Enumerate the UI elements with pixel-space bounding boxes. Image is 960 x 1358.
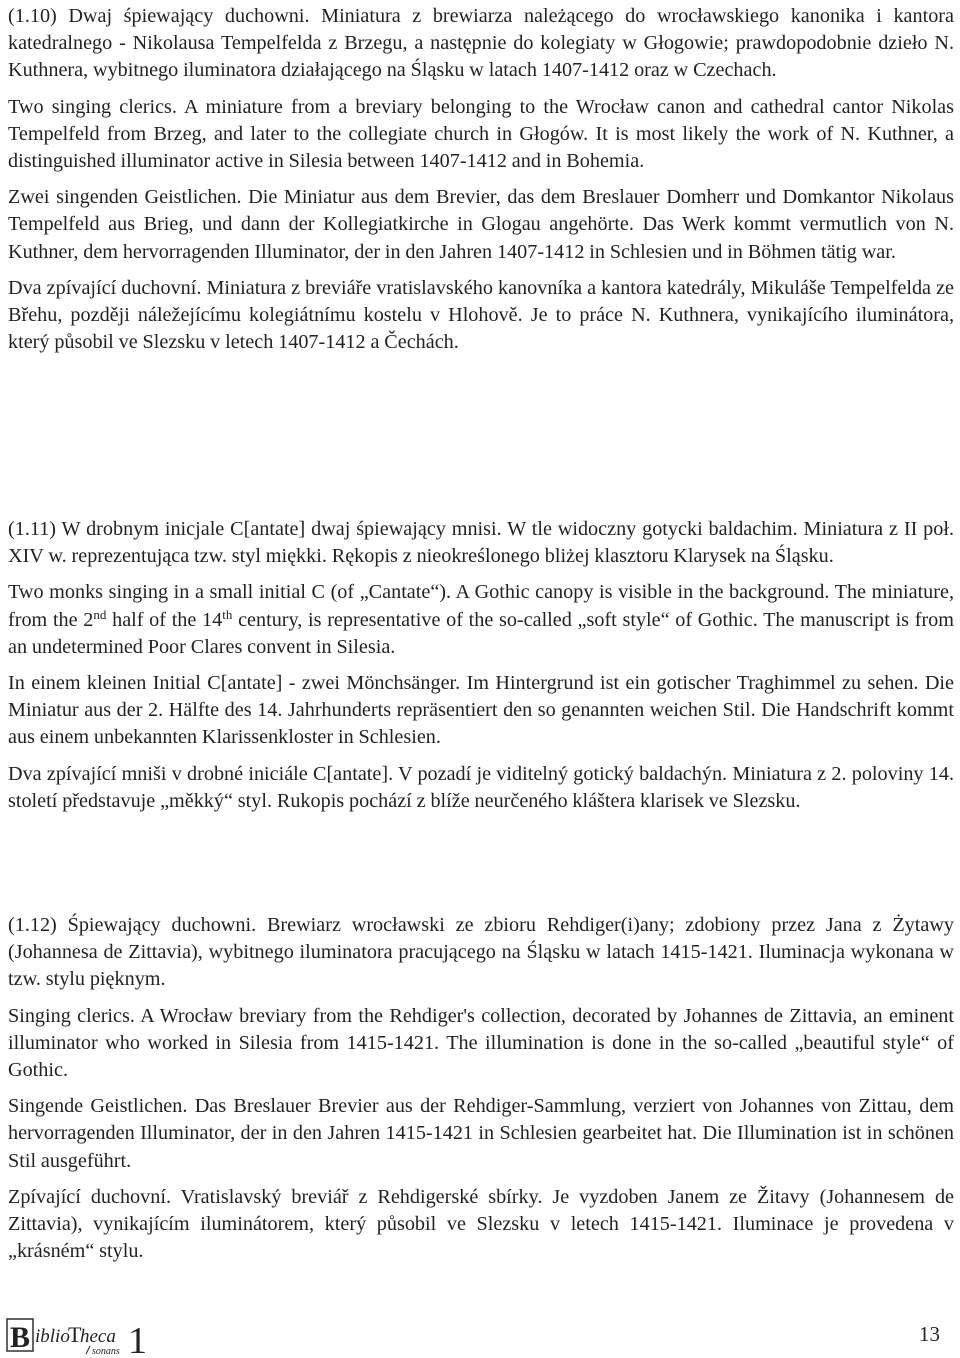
svg-text:1: 1 bbox=[128, 1320, 147, 1356]
paragraph-text: century, is representative of the so-called „soft style“ of Gothic. The manuscript is from an undetermined Poor Clares convent in Silesia. bbox=[8, 608, 954, 658]
paragraph-czech: Dva zpívající mniši v drobné iniciále C[antate]. V pozadí je viditelný gotický baldachýn. Miniatura z 2. poloviny 14. století představuje „měkký“ styl. Rukopis pochází z blíže neurčeného kláštera klarisek ve Slezsku. bbox=[8, 762, 954, 812]
page-footer bbox=[0, 1312, 960, 1358]
item-number: (1.12) bbox=[8, 914, 57, 936]
paragraph-german: In einem kleinen Initial C[antate] - zwei Mönchsänger. Im Hintergrund ist ein gotischer Traghimmel zu sehen. Die Miniatur aus der 2. Hälfte des 14. Jahrhunderts repräsentiert den so genannten weichen Stil. Die Handschrift kommt aus einem unbekannten Klarissenkloster in Schlesien. bbox=[8, 672, 954, 749]
item-number: (1.10) bbox=[8, 5, 57, 27]
paragraph-czech: Dva zpívající duchovní. Miniatura z breviáře vratislavského kanovníka a kantora katedrály, Mikuláše Tempelfelda ze Břehu, později náležejícímu kolegiátnímu kostelu v Hlohově. Je to práce N. Kuthnera, vynikajícího iluminátora, který působil ve Slezsku v letech 1407-1412 a Čechách. bbox=[8, 276, 954, 354]
item-number: (1.11) bbox=[8, 518, 57, 540]
paragraph-english: Singing clerics. A Wrocław breviary from the Rehdiger's collection, decorated by Johannes de Zittavia, an eminent illuminator who worked in Silesia from 1415-1421. The illumination is done in the so-called „beautiful style“ of Gothic. bbox=[8, 1004, 954, 1082]
svg-text:iblio: iblio bbox=[35, 1326, 70, 1347]
paragraph-polish bbox=[8, 912, 954, 994]
paragraph-german: Singende Geistlichen. Das Breslauer Brevier aus der Rehdiger-Sammlung, verziert von Johannes von Zittau, dem hervorragenden Illuminator, der in den Jahren 1415-1421 in Schlesien gearbeitet hat. Die Illumination ist in schönen Stil ausgeführt. bbox=[8, 1095, 954, 1172]
ordinal-suffix: th bbox=[222, 606, 233, 622]
page-number: 13 bbox=[919, 1322, 940, 1346]
paragraph-german: Zwei singenden Geistlichen. Die Miniatur aus dem Brevier, das dem Breslauer Domherr und Domkantor Nikolaus Tempelfeld aus Brieg, und dann der Kollegiatkirche in Glogau angehörte. Das Werk kommt vermutlich von N. Kuthner, dem hervorragenden Illuminator, der in den Jahren 1407-1412 in Schlesien und in Böhmen tätig war. bbox=[8, 186, 954, 263]
section-1-11 bbox=[8, 516, 954, 815]
section-1-10 bbox=[8, 3, 954, 356]
paragraph-polish bbox=[8, 516, 954, 570]
paragraph-polish bbox=[8, 3, 954, 85]
section-1-12 bbox=[8, 912, 954, 1265]
paragraph-english bbox=[8, 579, 954, 661]
svg-text:sonans: sonans bbox=[92, 1346, 120, 1356]
svg-text:B: B bbox=[10, 1321, 31, 1354]
bibliotheca-sonans-logo bbox=[6, 1316, 162, 1356]
paragraph-text: Śpiewający duchowni. Brewiarz wrocławski ze zbioru Rehdiger(i)any; zdobiony przez Jana z Żytawy (Johannesa de Zittavia), wybitnego iluminatora pracującego na Śląsku w latach 1415-1421. Iluminacja wykonana w tzw. stylu pięknym. bbox=[8, 914, 954, 991]
paragraph-czech: Zpívající duchovní. Vratislavský breviář z Rehdigerské sbírky. Je vyzdoben Janem ze Žitavy (Johannesem de Zittavia), vynikajícím iluminátorem, který působil ve Slezsku v letech 1415-1421. Iluminace je provedena v „krásném“ stylu. bbox=[8, 1185, 954, 1263]
paragraph-text: Dwaj śpiewający duchowni. Miniatura z brewiarza należącego do wrocławskiego kanonika i kantora katedralnego - Nikolausa Tempelfelda z Brzegu, a następnie do kolegiaty w Głogowie; prawdopodobnie dzieło N. Kuthnera, wybitnego iluminatora działającego na Śląsku w latach 1407-1412 oraz w Czechach. bbox=[8, 5, 954, 82]
ordinal-suffix: nd bbox=[93, 606, 107, 622]
paragraph-text: Two monks singing in a small initial C (of „Cantate“). A Gothic canopy is visible in the background. The miniature, from the 2 bbox=[8, 581, 954, 631]
paragraph-text: half of the 14 bbox=[106, 608, 223, 631]
svg-text:T: T bbox=[68, 1322, 82, 1347]
svg-text:heca: heca bbox=[80, 1326, 116, 1347]
paragraph-text: W drobnym inicjale C[antate] dwaj śpiewający mnisi. W tle widoczny gotycki baldachim. Miniatura z II poł. XIV w. reprezentująca tzw. styl miękki. Rękopis z nieokreślonego bliżej klasztoru Klarysek na Śląsku. bbox=[8, 518, 954, 568]
paragraph-english: Two singing clerics. A miniature from a breviary belonging to the Wrocław canon and cathedral cantor Nikolas Tempelfeld from Brzeg, and later to the collegiate church in Głogów. It is most likely the work of N. Kuthner, a distinguished illuminator active in Silesia between 1407-1412 and in Bohemia. bbox=[8, 95, 954, 173]
